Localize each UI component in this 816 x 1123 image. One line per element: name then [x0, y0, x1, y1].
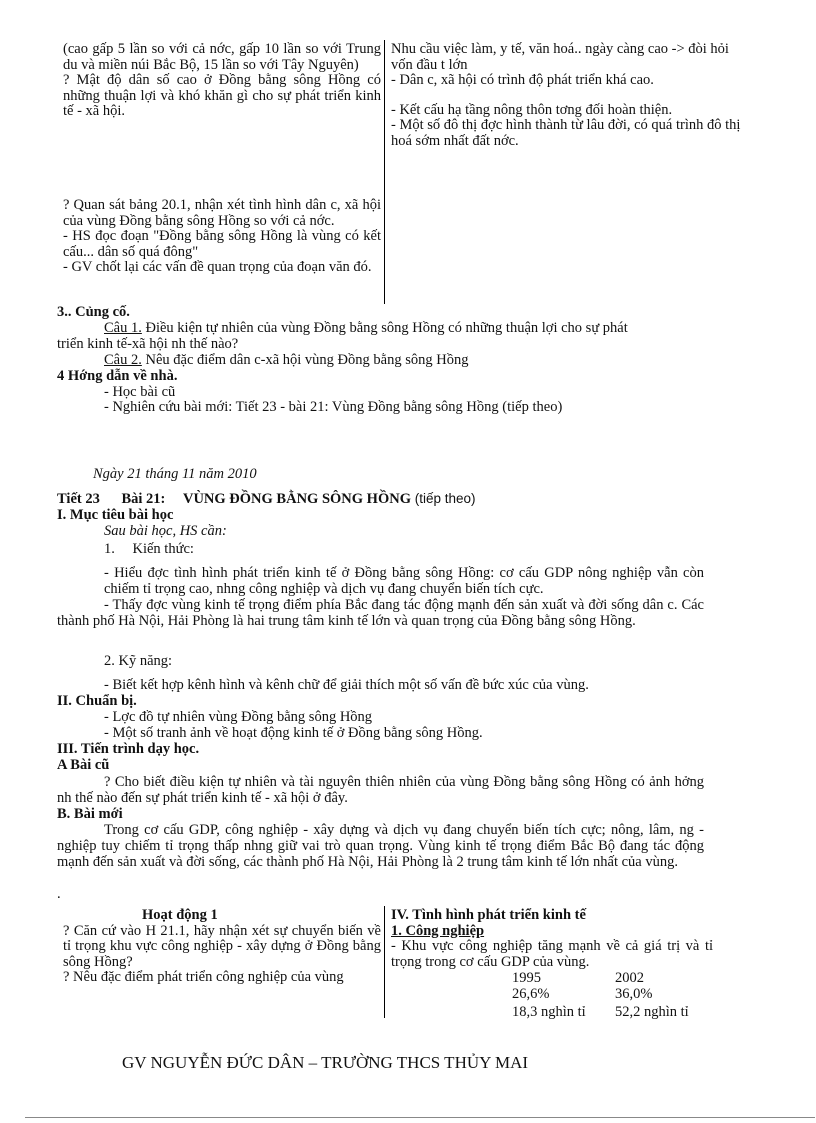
process-heading: III. Tiến trình dạy học.	[57, 741, 200, 757]
activity-heading: Hoạt động 1	[142, 907, 218, 923]
top-left-p1: (cao gấp 5 lần so với cả nớc, gấp 10 lần so với Trung du và miền núi Bắc Bộ, 15 lần so với Tây Nguyên)	[63, 41, 381, 73]
q2-label: Câu 2.	[104, 352, 142, 368]
top-table-left	[63, 42, 381, 120]
q1-label: Câu 1.	[104, 320, 142, 336]
economy-heading: IV. Tình hình phát triển kinh tế	[391, 907, 586, 923]
bottom-table-divider	[384, 906, 385, 1018]
industry-p1: - Khu vực công nghiệp tăng mạnh về cả giá trị và tỉ trọng trong cơ cấu GDP của vùng.	[391, 938, 713, 970]
prep-item-2: - Một số tranh ảnh về hoạt động kinh tế ở Đồng bằng sông Hồng.	[104, 725, 483, 741]
prep-heading: II. Chuẩn bị.	[57, 693, 137, 709]
top-left-p3: ? Quan sát bảng 20.1, nhận xét tình hình dân c, xã hội của vùng Đồng bằng sông Hồng so với cả nớc.	[63, 197, 381, 229]
activity-q1: ? Căn cứ vào H 21.1, hãy nhận xét sự chuyển biến về tỉ trọng khu vực công nghiệp - xây dựng ở Đồng bằng sông Hồng?	[63, 922, 381, 970]
lesson-title: VÙNG ĐỒNG BẰNG SÔNG HỒNG	[182, 491, 411, 507]
new-lesson-paragraph: Trong cơ cấu GDP, công nghiệp - xây dựng và dịch vụ đang chuyển biến tích cực; nông, lâm, ng - nghiệp tuy chiếm tỉ trọng thấp nhng giữ vai trò quan trọng. Vùng kinh tế trọng điểm Bắc Bộ đang tác động mạnh đến sản xuất và đời sống, các thành phố Hà Nội, Hải Phòng là 2 trung tâm kinh tế lớn nhất của vùng.	[57, 822, 704, 870]
top-table-left-lower	[63, 198, 381, 276]
top-table-divider	[384, 40, 385, 304]
consolidation-q1	[104, 320, 628, 336]
homework-item-2: - Nghiên cứu bài mới: Tiết 23 - bài 21: Vùng Đồng bằng sông Hồng (tiếp theo)	[104, 399, 563, 415]
consolidation-heading: 3.. Củng cố.	[57, 304, 130, 320]
lesson-title-line	[57, 491, 476, 507]
homework-item-1: - Học bài cũ	[104, 384, 176, 400]
bottom-rule	[25, 1117, 815, 1118]
value-1995: 18,3 nghìn tỉ	[512, 1004, 586, 1020]
top-right-p4: - Một số đô thị đợc hình thành từ lâu đời, có quá trình đô thị hoá sớm nhất đất nớc.	[391, 117, 741, 149]
knowledge-para-2	[57, 597, 704, 629]
knowledge-p2: - Thấy đợc vùng kinh tế trọng điểm phía Bắc đang tác động mạnh đến sản xuất và đời sống dân c. Các thành phố Hà Nội, Hải Phòng là hai trung tâm kinh tế lớn và quan trọng của Đồng bằng sông Hồng.	[57, 597, 704, 629]
skills-heading: 2. Kỹ năng:	[104, 653, 173, 669]
share-1995: 26,6%	[512, 986, 550, 1002]
year-2002: 2002	[615, 970, 644, 986]
q1-text: Điều kiện tự nhiên của vùng Đồng bằng sông Hồng có những thuận lợi cho sự phát	[141, 320, 628, 336]
new-lesson-heading: B. Bài mới	[57, 806, 123, 822]
lesson-title-suffix: (tiếp theo)	[410, 491, 476, 506]
share-2002: 36,0%	[615, 986, 653, 1002]
objectives-heading: I. Mục tiêu bài học	[57, 507, 174, 523]
old-lesson-question: ? Cho biết điều kiện tự nhiên và tài nguyên thiên nhiên của vùng Đồng bằng sông Hồng có ảnh hởng nh thế nào đến sự phát triển kinh tế - xã hội ở đây.	[57, 774, 704, 806]
bottom-table-left	[63, 908, 381, 986]
top-left-p5: - GV chốt lại các vấn đề quan trọng của đoạn văn đó.	[63, 259, 372, 275]
industry-subheading: 1. Công nghiệp	[391, 922, 485, 939]
knowledge-para-1	[104, 565, 704, 597]
bottom-table-right	[391, 908, 713, 970]
page-footer: GV NGUYỄN ĐỨC DÂN – TRƯỜNG THCS THỦY MAI	[122, 1053, 529, 1072]
knowledge-label: Kiến thức:	[132, 541, 194, 557]
year-1995: 1995	[512, 970, 541, 986]
value-2002: 52,2 nghìn tỉ	[615, 1004, 689, 1020]
top-left-p4: - HS đọc đoạn "Đồng bằng sông Hồng là vùng có kết cấu... dân số quá đông"	[63, 228, 381, 260]
consolidation-q2	[104, 352, 468, 368]
knowledge-p1: - Hiểu đợc tình hình phát triển kinh tế ở Đồng bằng sông Hồng: cơ cấu GDP nông nghiệp vẫn còn chiếm tỉ trọng cao, nhng công nghiệp và dịch vụ đang chuyển biến tích cực.	[104, 565, 704, 597]
stray-dot: .	[57, 886, 61, 902]
lesson-date: Ngày 21 tháng 11 năm 2010	[93, 466, 257, 482]
activity-q2: ? Nêu đặc điểm phát triển công nghiệp của vùng	[63, 969, 344, 985]
prep-item-1: - Lợc đồ tự nhiên vùng Đồng bằng sông Hồng	[104, 709, 373, 725]
skills-p1: - Biết kết hợp kênh hình và kênh chữ để giải thích một số vấn đề bức xúc của vùng.	[104, 677, 589, 693]
top-right-p1: Nhu cầu việc làm, y tế, văn hoá.. ngày càng cao -> đòi hỏi vốn đầu t lớn	[391, 41, 729, 73]
knowledge-heading	[104, 541, 194, 557]
top-right-p2: - Dân c, xã hội có trình độ phát triển khá cao.	[391, 72, 654, 88]
q2-text: Nêu đặc điểm dân c-xã hội vùng Đồng bằng sông Hồng	[141, 352, 469, 368]
top-table-right	[391, 42, 751, 149]
top-left-p2: ? Mật độ dân số cao ở Đồng bằng sông Hồng có những thuận lợi và khó khăn gì cho sự phát triển kinh tế - xã hội.	[63, 72, 381, 119]
consolidation-q1-cont: triển kinh tế-xã hội nh thế nào?	[57, 336, 239, 352]
after-lesson: Sau bài học, HS cần:	[104, 523, 227, 539]
lesson-period: Tiết 23	[57, 491, 100, 507]
knowledge-number: 1.	[104, 541, 115, 557]
homework-heading: 4 Hớng dẫn về nhà.	[57, 368, 178, 384]
lesson-number: Bài 21:	[121, 491, 166, 507]
old-lesson-heading: A Bài cũ	[57, 757, 110, 773]
top-right-p3: - Kết cấu hạ tầng nông thôn tơng đối hoàn thiện.	[391, 101, 673, 118]
